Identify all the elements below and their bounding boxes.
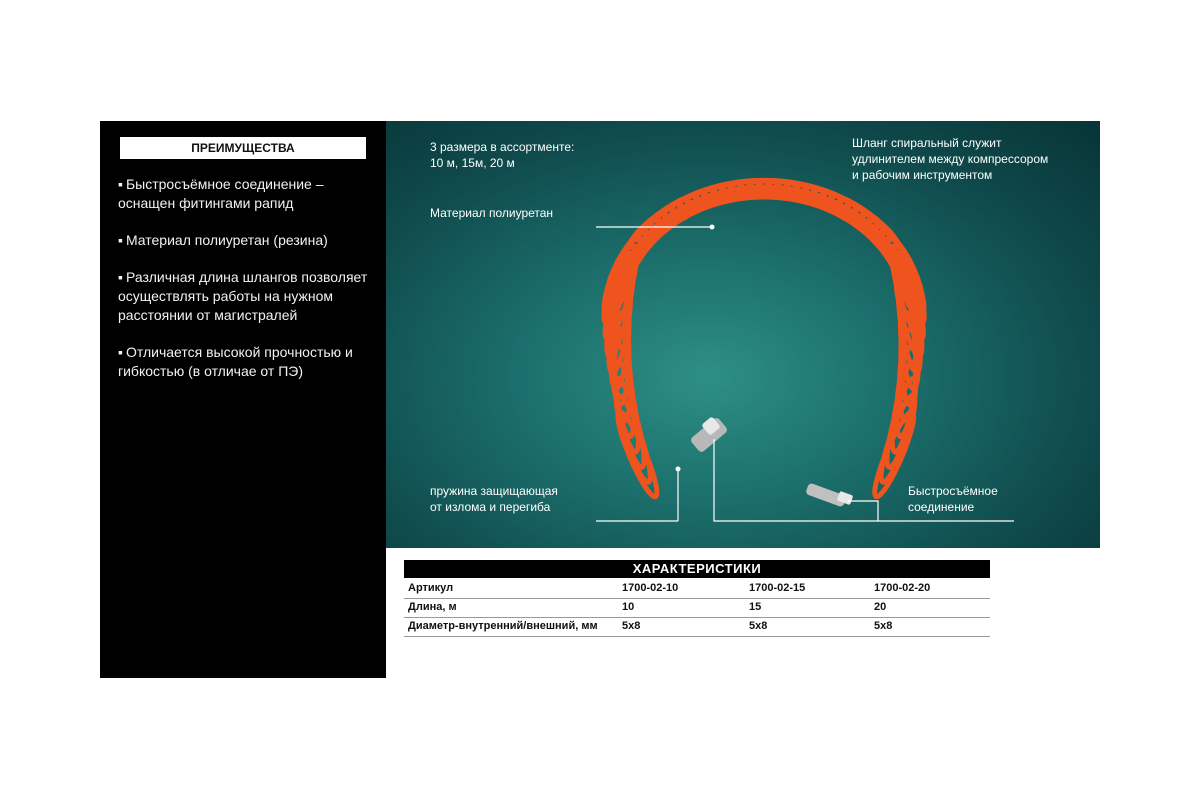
spring-label-line2: от излома и перегиба [430,500,551,514]
table-cell: 15 [749,601,762,613]
table-cell: 1700-02-20 [874,582,931,594]
callout-lines [596,227,1014,521]
list-item: ▪ Различная длина шлангов позволяет осуществлять работы на нужном расстоянии от магистралей [118,269,368,323]
list-item: ▪ Отличается высокой прочностью и гибкостью (в отличае от ПЭ) [118,344,353,379]
table-cell: 5х8 [874,620,893,632]
list-item: ▪ Быстросъёмное соединение – оснащен фитингами рапид [118,176,324,211]
right-fitting-icon [805,483,853,508]
sizes-label [430,139,574,171]
sizes-label-line1: 3 размера в ассортменте: [430,140,575,154]
advantages-list [118,175,370,399]
sizes-label-line2: 10 м, 15м, 20 м [430,156,515,170]
table-cell: 20 [874,601,887,613]
list-item-text: Отличается высокой прочностью и гибкостью (в отличае от ПЭ) [118,344,353,379]
table-cell: 5х8 [749,620,768,632]
advantages-header: ПРЕИМУЩЕСТВА [120,137,366,159]
table-cell: Длина, м [408,601,457,613]
list-item-text: Материал полиуретан (резина) [125,232,328,248]
material-label: Материал полиуретан [430,206,554,220]
table-row [404,618,990,637]
specs-table [386,548,1100,678]
table-row [404,580,990,599]
purpose-label-line2: удлинителем между компрессором [852,152,1049,166]
table-cell: Диаметр-внутренний/внешний, мм [408,620,598,632]
list-item: ▪ Материал полиуретан (резина) [118,232,328,248]
purpose-label-line1: Шланг спиральный служит [852,136,1002,150]
advantages-panel [100,121,386,678]
spring-label [430,483,558,515]
hose-coils [598,175,930,500]
coupling-label-line2: соединение [908,500,975,514]
table-cell: 5х8 [622,620,641,632]
purpose-label-line3: и рабочим инструментом [852,168,993,182]
list-item-text: Различная длина шлангов позволяет осуществлять работы на нужном расстоянии от магистралей [118,269,368,323]
table-cell: 10 [622,601,635,613]
list-item-text: Быстросъёмное соединение – оснащен фитингами рапид [118,176,324,211]
coupling-label [908,483,998,515]
specs-title: ХАРАКТЕРИСТИКИ [404,560,990,578]
coupling-label-line1: Быстросъёмное [908,484,998,498]
purpose-label [852,135,1048,183]
spring-label-line1: пружина защищающая [430,484,558,498]
table-row [404,599,990,618]
table-cell: 1700-02-15 [749,582,806,594]
hose-photo [386,121,1100,548]
table-cell: Артикул [408,582,454,594]
left-fitting-icon [689,416,728,453]
table-cell: 1700-02-10 [622,582,679,594]
product-banner [100,121,1100,678]
